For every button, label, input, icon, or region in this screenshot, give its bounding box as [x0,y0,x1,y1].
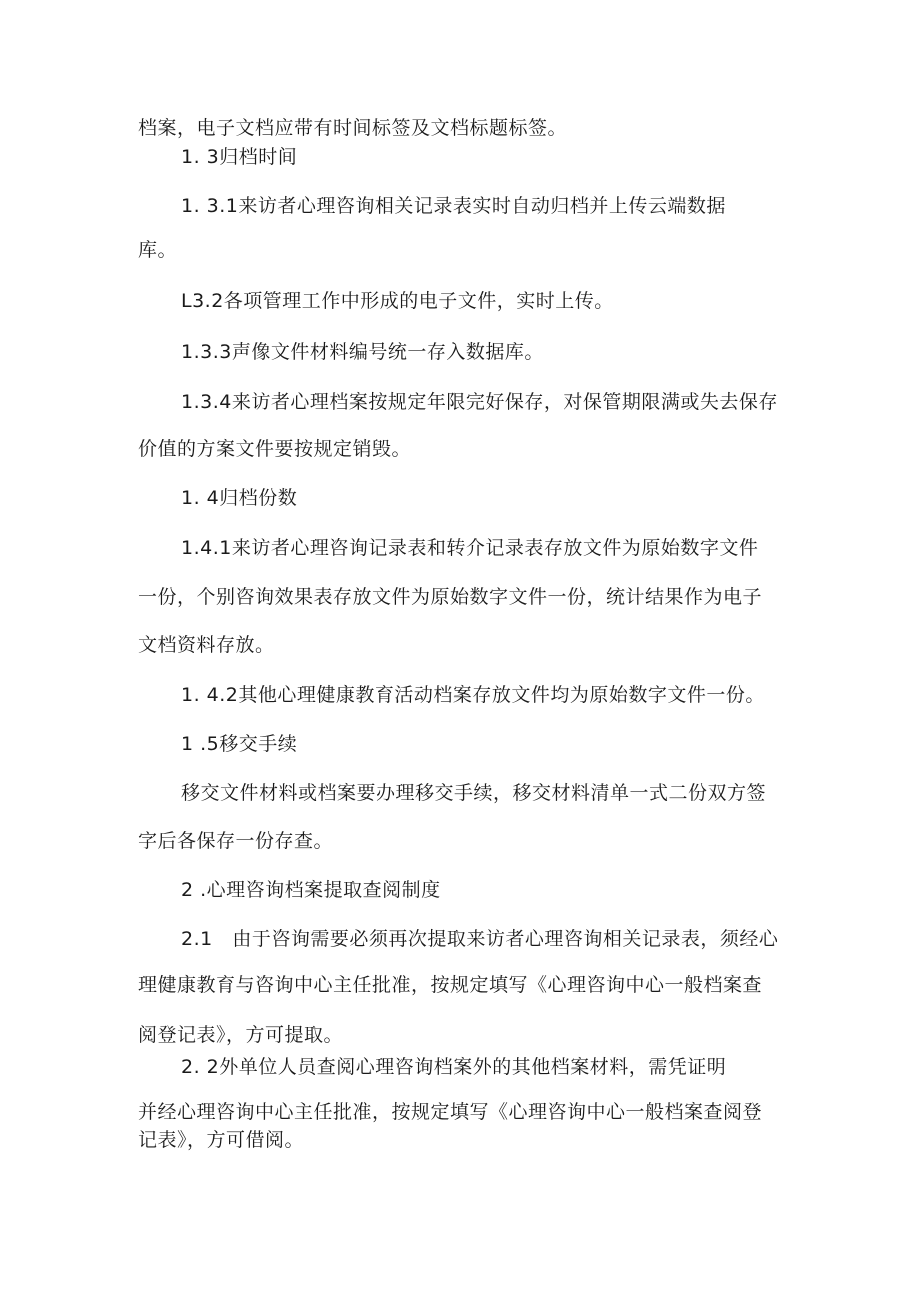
paragraph-1-4-1-line-2: 一份，个别咨询效果表存放文件为原始数字文件一份，统计结果作为电子 [138,586,763,608]
paragraph-1-5-line-2: 字后各保存一份存查。 [138,830,334,852]
paragraph-1-3-1-line-1: 1. 3.1来访者心理咨询相关记录表实时自动归档并上传云端数据 [181,195,726,217]
paragraph-1-4-1-line-1: 1.4.1来访者心理咨询记录表和转介记录表存放文件为原始数字文件 [181,537,759,559]
paragraph-1-3-1-line-2: 库。 [138,239,178,261]
section-heading-1-4: 1. 4归档份数 [181,487,298,509]
paragraph-1-3-2: L3.2各项管理工作中形成的电子文件，实时上传。 [181,290,614,312]
paragraph-2-1-line-2: 理健康教育与咨询中心主任批准，按规定填写《心理咨询中心一般档案查 [138,974,763,996]
paragraph-2-2-line-2: 并经心理咨询中心主任批准，按规定填写《心理咨询中心一般档案查阅登 [138,1101,763,1123]
paragraph-1-3-3: 1.3.3声像文件材料编号统一存入数据库。 [181,341,544,363]
paragraph-2-1-line-1: 2.1 由于咨询需要必须再次提取来访者心理咨询相关记录表，须经心 [181,928,779,950]
section-heading-1-3: 1. 3归档时间 [181,146,298,168]
paragraph-2-2-line-1: 2. 2外单位人员查阅心理咨询档案外的其他档案材料，需凭证明 [181,1056,727,1078]
paragraph-1-3-4-line-2: 价值的方案文件要按规定销毁。 [138,438,412,460]
paragraph-continuation-line: 档案，电子文档应带有时间标签及文档标题标签。 [138,117,568,139]
section-heading-1-5: 1 .5移交手续 [181,733,298,755]
paragraph-2-1-line-3: 阅登记表》，方可提取。 [138,1024,344,1046]
paragraph-1-4-2: 1. 4.2其他心理健康教育活动档案存放文件均为原始数字文件一份。 [181,684,765,706]
paragraph-1-3-4-line-1: 1.3.4来访者心理档案按规定年限完好保存，对保管期限满或失去保存 [181,391,778,413]
paragraph-2-2-line-3: 记表》，方可借阅。 [138,1129,305,1151]
paragraph-1-4-1-line-3: 文档资料存放。 [138,634,275,656]
paragraph-1-5-line-1: 移交文件材料或档案要办理移交手续，移交材料清单一式二份双方签 [181,782,767,804]
section-heading-2: 2 .心理咨询档案提取查阅制度 [181,879,441,901]
